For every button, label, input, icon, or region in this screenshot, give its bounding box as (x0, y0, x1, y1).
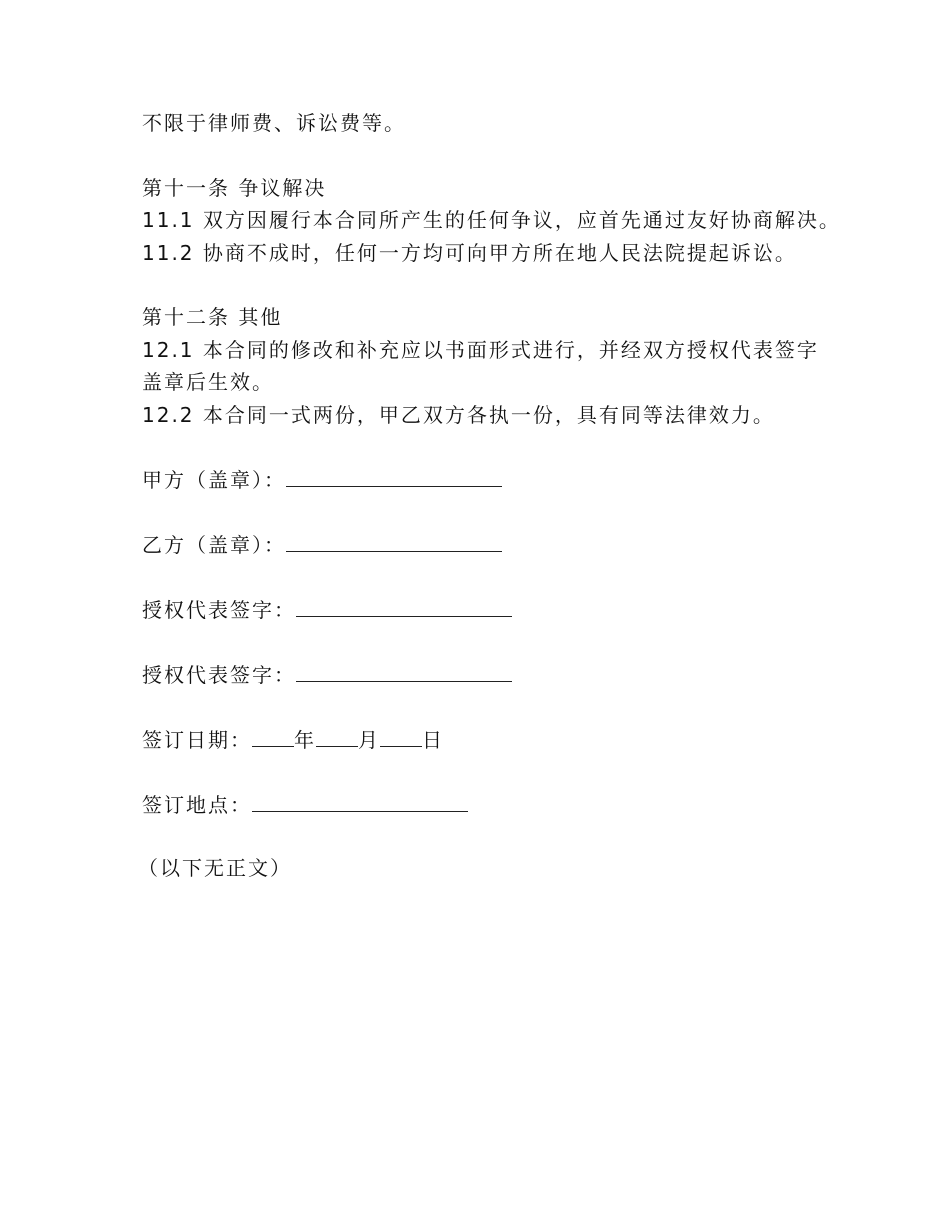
day-blank (380, 726, 422, 747)
place-blank (252, 791, 468, 812)
clause-11-1: 11.1 双方因履行本合同所产生的任何争议，应首先通过友好协商解决。 (142, 208, 841, 232)
clause-12-1-cont: 盖章后生效。 (142, 370, 274, 394)
year-blank (252, 726, 294, 747)
day-label: 日 (422, 728, 444, 752)
clause-12-2: 12.2 本合同一式两份，甲乙双方各执一份，具有同等法律效力。 (142, 403, 775, 427)
rep-2-blank (296, 661, 512, 682)
rep-2-sign-row (142, 660, 512, 690)
end-note: （以下无正文） (138, 856, 292, 880)
rep-2-label: 授权代表签字： (142, 663, 296, 687)
month-blank (316, 726, 358, 747)
year-label: 年 (294, 728, 316, 752)
party-b-label: 乙方（盖章）： (142, 533, 286, 557)
rep-1-label: 授权代表签字： (142, 598, 296, 622)
place-label: 签订地点： (142, 793, 252, 817)
rep-1-sign-row (142, 595, 512, 625)
party-a-blank (286, 466, 502, 487)
rep-1-blank (296, 596, 512, 617)
date-label: 签订日期： (142, 728, 252, 752)
clause-11-2: 11.2 协商不成时，任何一方均可向甲方所在地人民法院提起诉讼。 (142, 241, 797, 265)
continuation-text: 不限于律师费、诉讼费等。 (142, 111, 406, 135)
party-b-sign-row (142, 530, 502, 560)
date-row (142, 725, 444, 755)
month-label: 月 (358, 728, 380, 752)
party-a-sign-row (142, 465, 502, 495)
party-a-label: 甲方（盖章）： (142, 468, 286, 492)
place-row (142, 790, 468, 820)
party-b-blank (286, 531, 502, 552)
clause-12-1: 12.1 本合同的修改和补充应以书面形式进行，并经双方授权代表签字 (142, 338, 819, 362)
article-12-heading: 第十二条 其他 (142, 305, 283, 329)
article-11-heading: 第十一条 争议解决 (142, 176, 327, 200)
